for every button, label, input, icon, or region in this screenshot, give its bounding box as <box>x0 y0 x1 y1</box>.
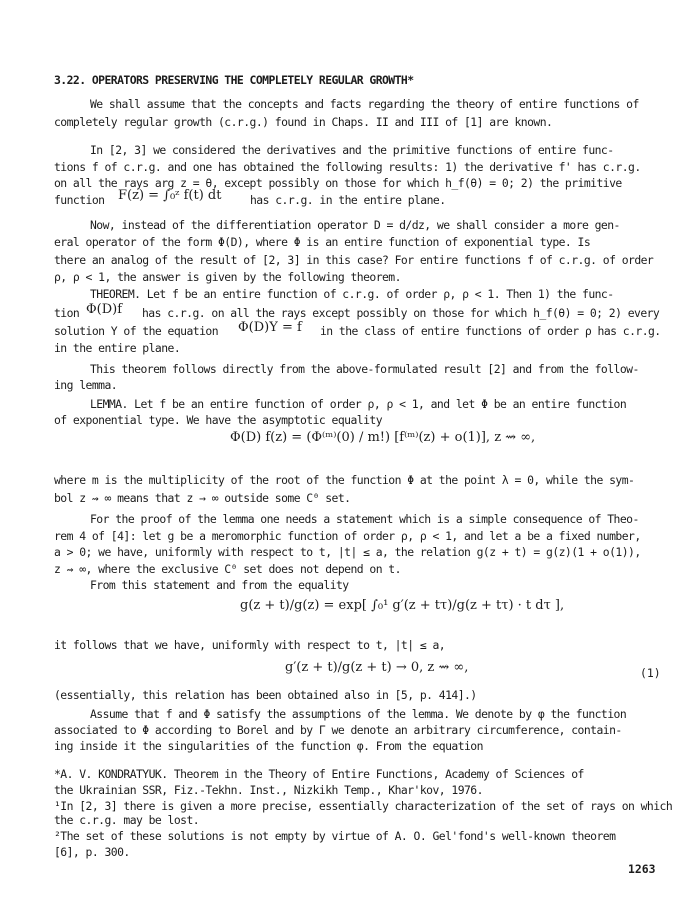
paragraph-line: (essentially, this relation has been obtained also in [5, p. 414].) <box>54 688 477 702</box>
paragraph-line: eral operator of the form Φ(D), where Φ is an entire function of exponential type. Is <box>54 235 591 249</box>
paragraph-line: tions f of c.r.g. and one has obtained the following results: 1) the derivative f' has c.r.g. <box>54 160 641 174</box>
theorem-line: in the class of entire functions of order ρ has c.r.g. <box>320 324 661 338</box>
paragraph-line: rem 4 of [4]: let g be a meromorphic function of order ρ, ρ < 1, and let a be a fixed number, <box>54 529 641 543</box>
paragraph-line: For the proof of the lemma one needs a statement which is a simple consequence of Theo- <box>90 512 639 526</box>
paragraph-line: Assume that f and Φ satisfy the assumptions of the lemma. We denote by φ the function <box>90 707 627 721</box>
paragraph-line: it follows that we have, uniformly with respect to t, |t| ≤ a, <box>54 638 446 652</box>
paragraph-line: on all the rays arg z = θ, except possibly on those for which h_f(θ) = 0; 2) the primitive <box>54 176 622 190</box>
footnote-line: the Ukrainian SSR, Fiz.-Tekhn. Inst., Nizkikh Temp., Khar'kov, 1976. <box>54 783 483 797</box>
paragraph-line: This theorem follows directly from the above-formulated result [2] and from the follow- <box>90 362 639 376</box>
paragraph-line: Now, instead of the differentiation operator D = d/dz, we shall consider a more gen- <box>90 218 620 232</box>
relation-formula: g′(z + t)/g(z + t) → 0, z ⇝ ∞, <box>285 660 469 675</box>
equality-formula: g(z + t)/g(z) = exp[ ∫₀¹ g′(z + tτ)/g(z + tτ) · t dτ ], <box>240 598 565 613</box>
footnote-line: the c.r.g. may be lost. <box>54 813 200 827</box>
theorem-line: THEOREM. Let f be an entire function of c.r.g. of order ρ, ρ < 1. Then 1) the func- <box>90 287 614 301</box>
paragraph-line: In [2, 3] we considered the derivatives and the primitive functions of entire func- <box>90 143 614 157</box>
primitive-formula: F(z) = ∫₀ᶻ f(t) dt <box>118 188 222 203</box>
asymptotic-formula: Φ(D) f(z) = (Φ⁽ᵐ⁾(0) / m!) [f⁽ᵐ⁾(z) + o(1)], z ⇝ ∞, <box>230 430 536 445</box>
theorem-line: has c.r.g. on all the rays except possibly on those for which h_f(θ) = 0; 2) every <box>142 306 660 320</box>
paragraph-line: associated to Φ according to Borel and by Γ we denote an arbitrary circumference, contain- <box>54 723 622 737</box>
theorem-line: solution Y of the equation <box>54 324 219 338</box>
paragraph-line: We shall assume that the concepts and facts regarding the theory of entire functions of <box>90 97 639 111</box>
paragraph-line: function <box>54 193 105 207</box>
paragraph-line: has c.r.g. in the entire plane. <box>250 193 446 207</box>
footnote-line: ²The set of these solutions is not empty by virtue of A. O. Gel'fond's well-known theorem <box>54 829 616 843</box>
equation-number: (1) <box>640 666 661 680</box>
footnote-line: *A. V. KONDRATYUK. Theorem in the Theory of Entire Functions, Academy of Sciences of <box>54 767 584 781</box>
paragraph-line: ing lemma. <box>54 378 118 392</box>
paragraph-line: z ⇝ ∞, where the exclusive C⁰ set does not depend on t. <box>54 562 401 576</box>
phi-equation-formula: Φ(D)Y = f <box>238 320 302 335</box>
lemma-line: LEMMA. Let f be an entire function of order ρ, ρ < 1, and let Φ be an entire function <box>90 397 627 411</box>
footnote-line: ¹In [2, 3] there is given a more precise, essentially characterization of the set of rays on which <box>54 799 673 813</box>
section-heading: 3.22. OPERATORS PRESERVING THE COMPLETELY REGULAR GROWTH* <box>54 73 414 87</box>
paragraph-line: completely regular growth (c.r.g.) found in Chaps. II and III of [1] are known. <box>54 115 553 129</box>
paragraph-line: bol z ⇝ ∞ means that z → ∞ outside some C⁰ set. <box>54 491 351 505</box>
paragraph-line: ρ, ρ < 1, the answer is given by the following theorem. <box>54 270 401 284</box>
paragraph-line: ing inside it the singularities of the function φ. From the equation <box>54 739 483 753</box>
paragraph-line: there an analog of the result of [2, 3] in this case? For entire functions f of c.r.g. of order <box>54 253 654 267</box>
footnote-line: [6], p. 300. <box>54 845 130 859</box>
lemma-line: of exponential type. We have the asymptotic equality <box>54 413 383 427</box>
theorem-line: in the entire plane. <box>54 341 181 355</box>
phi-d-formula: Φ(D)f <box>86 302 123 317</box>
theorem-line: tion <box>54 306 80 320</box>
paragraph-line: where m is the multiplicity of the root of the function Φ at the point λ = 0, while the sym- <box>54 473 635 487</box>
paragraph-line: a > 0; we have, uniformly with respect to t, |t| ≤ a, the relation g(z + t) = g(z)(1 + o(1)), <box>54 545 641 559</box>
paragraph-line: From this statement and from the equality <box>90 578 349 592</box>
page-number: 1263 <box>628 862 656 876</box>
